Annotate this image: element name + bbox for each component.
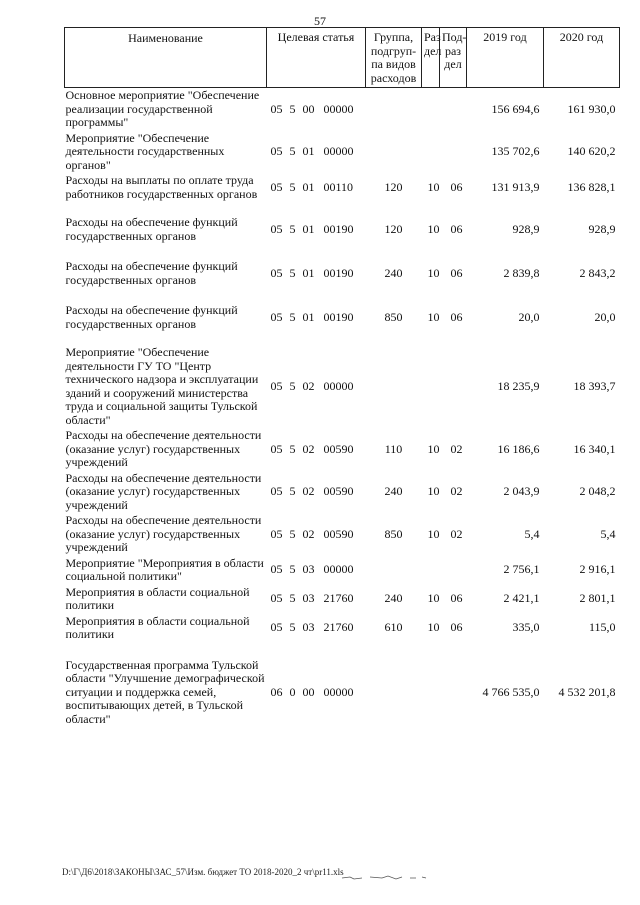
code-subprogram: 5	[289, 221, 296, 236]
code-program: 05	[270, 484, 283, 498]
row-group: 850	[384, 309, 403, 324]
code-event: 01	[302, 221, 315, 236]
code-direction: 00000	[323, 684, 354, 699]
row-2020: 2 048,2	[579, 484, 616, 498]
code-event: 01	[302, 179, 315, 194]
row-2019: 16 186,6	[497, 441, 540, 456]
row-subsection: 02	[450, 484, 463, 498]
code-direction: 00000	[323, 144, 354, 158]
row-2020: 2 916,1	[579, 562, 616, 577]
row-group: 240	[384, 591, 403, 606]
table-row	[65, 428, 620, 471]
row-subsection	[440, 88, 467, 131]
code-program: 05	[270, 144, 283, 158]
row-2019: 4 766 535,0	[482, 684, 540, 699]
row-2020: 140 620,2	[567, 144, 616, 158]
header-section: Раз дел	[422, 28, 440, 88]
code-event: 02	[302, 378, 315, 393]
code-subprogram: 5	[289, 144, 296, 158]
row-target-code	[267, 173, 366, 202]
row-target-code	[267, 288, 366, 332]
code-direction: 00110	[323, 179, 354, 194]
header-target: Целевая статья	[267, 28, 366, 88]
row-2020: 928,9	[588, 221, 616, 236]
row-name: Расходы на выплаты по оплате труда работников государственных органов	[65, 173, 258, 201]
code-subprogram: 5	[289, 179, 296, 194]
row-target-code	[267, 428, 366, 471]
row-target-code	[267, 585, 366, 614]
row-group: 240	[384, 265, 403, 280]
budget-table	[64, 27, 620, 727]
code-subprogram: 5	[289, 265, 296, 280]
row-name: Мероприятие "Обеспечение деятельности государственных органов"	[65, 130, 225, 172]
row-target-code	[267, 131, 366, 174]
row-target-code	[267, 614, 366, 643]
row-section: 10	[427, 526, 440, 541]
row-section	[422, 643, 440, 728]
table-row	[65, 202, 620, 244]
table-row	[65, 173, 620, 202]
code-direction: 00590	[323, 441, 354, 456]
code-subprogram: 5	[289, 309, 296, 324]
row-subsection: 06	[450, 620, 463, 635]
code-direction: 21760	[323, 620, 354, 635]
header-year-2019: 2019 год	[467, 28, 544, 88]
code-program: 06	[270, 684, 283, 699]
code-subprogram: 5	[289, 562, 296, 577]
code-subprogram: 5	[289, 484, 296, 498]
code-program: 05	[270, 221, 283, 236]
row-2019: 156 694,6	[491, 101, 540, 116]
header-group: Группа, подгруп-па видов расходов	[366, 28, 422, 88]
file-path-footer: D:\Г\Д6\2018\ЗАКОНЫ\ЗАС_57\Изм. бюджет ТО 2018-2020_2 чт\pr11.xls	[62, 867, 344, 877]
code-event: 01	[302, 265, 315, 280]
row-group	[366, 131, 422, 174]
row-2020: 161 930,0	[567, 101, 616, 116]
table-row	[65, 643, 620, 728]
code-event: 02	[302, 526, 315, 541]
code-subprogram: 5	[289, 441, 296, 456]
row-group	[366, 332, 422, 428]
table-row	[65, 614, 620, 643]
row-2019: 131 913,9	[491, 179, 540, 194]
row-section: 10	[427, 221, 440, 236]
row-group: 610	[384, 620, 403, 635]
scan-mark	[340, 872, 430, 882]
table-row	[65, 471, 620, 514]
row-2019: 335,0	[512, 620, 540, 635]
row-group: 110	[384, 441, 403, 456]
code-program: 05	[270, 441, 283, 456]
row-subsection	[440, 643, 467, 728]
code-direction: 00000	[323, 101, 354, 116]
code-direction: 00590	[323, 484, 354, 498]
table-row	[65, 585, 620, 614]
row-group: 120	[384, 179, 403, 194]
row-2020: 16 340,1	[573, 441, 616, 456]
code-direction: 00000	[323, 562, 354, 577]
row-2020: 136 828,1	[567, 179, 616, 194]
row-target-code	[267, 88, 366, 131]
row-subsection: 02	[450, 441, 463, 456]
row-name: Расходы на обеспечение деятельности (оказание услуг) государственных учреждений	[65, 428, 262, 469]
row-section	[422, 88, 440, 131]
row-2019: 2 043,9	[503, 484, 540, 498]
row-group: 120	[384, 221, 403, 236]
row-target-code	[267, 244, 366, 288]
code-program: 05	[270, 620, 283, 635]
row-2019: 2 839,8	[503, 265, 540, 280]
code-direction: 00190	[323, 221, 354, 236]
row-2020: 4 532 201,8	[558, 684, 616, 699]
row-group	[366, 643, 422, 728]
row-2019: 2 421,1	[503, 591, 540, 606]
row-2019: 928,9	[512, 221, 540, 236]
row-name: Мероприятия в области социальной политики	[65, 584, 250, 612]
row-subsection	[440, 332, 467, 428]
row-section	[422, 131, 440, 174]
code-subprogram: 5	[289, 526, 296, 541]
row-section	[422, 556, 440, 585]
row-name: Расходы на обеспечение функций государственных органов	[65, 259, 238, 287]
code-event: 01	[302, 309, 315, 324]
code-subprogram: 5	[289, 378, 296, 393]
code-event: 03	[302, 562, 315, 577]
row-section: 10	[427, 620, 440, 635]
table-row	[65, 513, 620, 556]
code-program: 05	[270, 378, 283, 393]
table-row	[65, 288, 620, 332]
row-name: Основное мероприятие "Обеспечение реализации государственной программы"	[65, 88, 260, 129]
row-subsection: 06	[450, 309, 463, 324]
code-event: 02	[302, 441, 315, 456]
row-2019: 2 756,1	[503, 562, 540, 577]
table-row	[65, 131, 620, 174]
header-subsection: Под-раз дел	[440, 28, 467, 88]
row-target-code	[267, 643, 366, 728]
code-subprogram: 5	[289, 101, 296, 116]
row-group	[366, 556, 422, 585]
code-event: 00	[302, 101, 315, 116]
row-group: 240	[384, 484, 403, 498]
code-direction: 21760	[323, 591, 354, 606]
code-subprogram: 5	[289, 591, 296, 606]
page-number: 57	[314, 14, 326, 28]
row-target-code	[267, 471, 366, 514]
row-name: Расходы на обеспечение функций государственных органов	[65, 215, 238, 243]
code-program: 05	[270, 562, 283, 577]
row-group	[366, 88, 422, 131]
row-section: 10	[427, 309, 440, 324]
code-program: 05	[270, 526, 283, 541]
code-direction: 00000	[323, 378, 354, 393]
row-name: Расходы на обеспечение функций государственных органов	[65, 303, 238, 331]
code-program: 05	[270, 101, 283, 116]
table-row	[65, 88, 620, 131]
code-event: 00	[302, 684, 315, 699]
row-2020: 2 801,1	[579, 591, 616, 606]
row-target-code	[267, 332, 366, 428]
code-event: 03	[302, 591, 315, 606]
row-2019: 5,4	[524, 526, 540, 541]
row-subsection: 06	[450, 221, 463, 236]
row-subsection	[440, 131, 467, 174]
code-direction: 00590	[323, 526, 354, 541]
row-target-code	[267, 513, 366, 556]
row-2020: 2 843,2	[579, 265, 616, 280]
code-event: 02	[302, 484, 315, 498]
row-subsection: 06	[450, 591, 463, 606]
code-event: 03	[302, 620, 315, 635]
table-header-row	[65, 28, 620, 88]
code-program: 05	[270, 591, 283, 606]
header-year-2020: 2020 год	[544, 28, 620, 88]
row-target-code	[267, 202, 366, 244]
row-2020: 115,0	[588, 620, 616, 635]
code-subprogram: 5	[289, 620, 296, 635]
row-section	[422, 332, 440, 428]
row-name: Мероприятие "Мероприятия в области социальной политики"	[65, 555, 264, 583]
row-subsection: 06	[450, 179, 463, 194]
row-section: 10	[427, 265, 440, 280]
row-name: Мероприятие "Обеспечение деятельности ГУ ТО "Центр технического надзора и эксплуатации зданий и сооружений министерства труда и социальной защиты Тульской области"	[65, 345, 259, 427]
code-direction: 00190	[323, 309, 354, 324]
code-subprogram: 0	[289, 684, 296, 699]
table-row	[65, 244, 620, 288]
code-event: 01	[302, 144, 315, 158]
row-section: 10	[427, 179, 440, 194]
row-2019: 135 702,6	[491, 144, 540, 158]
row-2020: 20,0	[594, 309, 616, 324]
row-name: Расходы на обеспечение деятельности (оказание услуг) государственных учреждений	[65, 470, 262, 512]
row-2019: 18 235,9	[497, 378, 540, 393]
row-section: 10	[427, 441, 440, 456]
header-name: Наименование	[65, 28, 267, 88]
code-program: 05	[270, 309, 283, 324]
row-name: Мероприятия в области социальной политики	[65, 613, 250, 641]
row-name: Расходы на обеспечение деятельности (оказание услуг) государственных учреждений	[65, 513, 262, 554]
row-2020: 18 393,7	[573, 378, 616, 393]
table-row	[65, 332, 620, 428]
row-target-code	[267, 556, 366, 585]
table-row	[65, 556, 620, 585]
row-section: 10	[427, 591, 440, 606]
row-2020: 5,4	[600, 526, 616, 541]
row-subsection: 06	[450, 265, 463, 280]
row-subsection: 02	[450, 526, 463, 541]
row-subsection	[440, 556, 467, 585]
code-program: 05	[270, 179, 283, 194]
code-program: 05	[270, 265, 283, 280]
row-2019: 20,0	[518, 309, 540, 324]
code-direction: 00190	[323, 265, 354, 280]
row-section: 10	[427, 484, 440, 498]
row-group: 850	[384, 526, 403, 541]
row-name: Государственная программа Тульской области "Улучшение демографической ситуации и поддержка семей, воспитывающих детей, в Тульской области"	[65, 657, 265, 726]
